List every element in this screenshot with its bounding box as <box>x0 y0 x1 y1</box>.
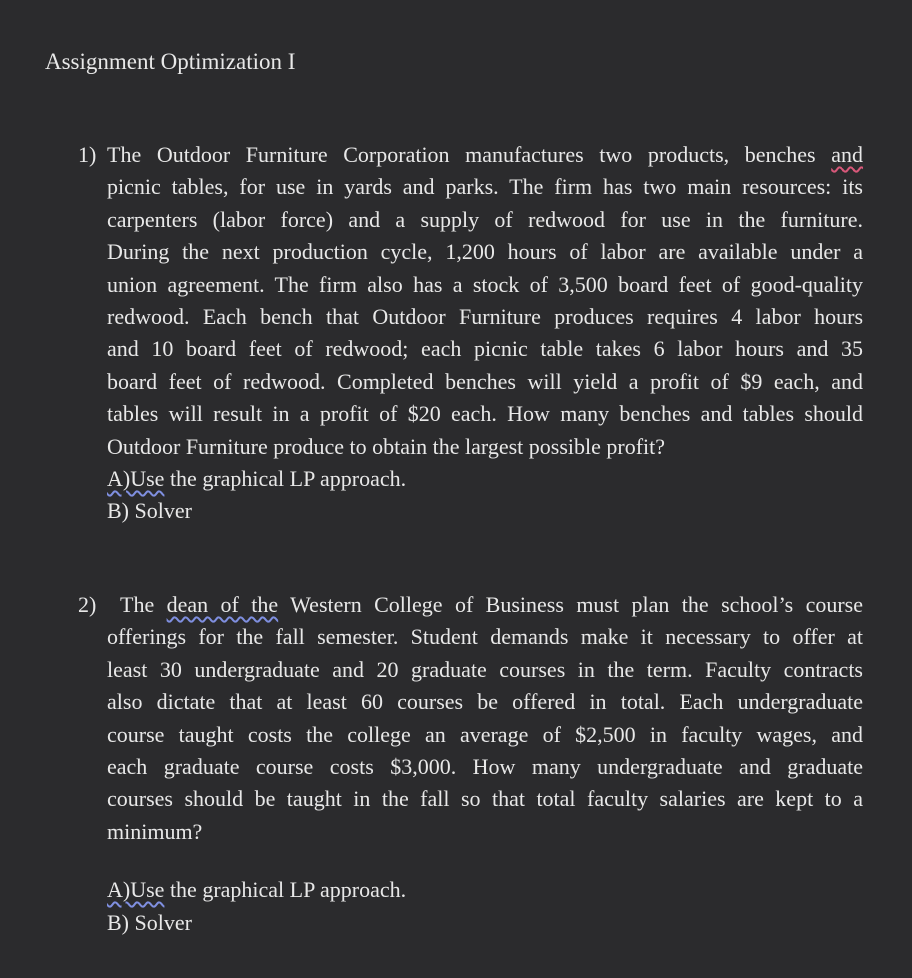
question-2-line-6: each graduate course costs $3,000. How many undergraduate and graduate <box>107 753 863 779</box>
question-2-body <box>107 589 863 939</box>
question-2-line-4: also dictate that at least 60 courses be offered in total. Each undergraduate <box>107 689 863 715</box>
spelling-flag: A)Use <box>107 877 165 903</box>
question-2-line-8: minimum? <box>107 818 203 844</box>
question-1-number: 1) <box>78 142 97 167</box>
question-1-line-5: union agreement. The firm also has a stock of 3,500 board feet of good-quality <box>107 271 863 297</box>
question-2-line-5: course taught costs the college an average of $2,500 in faculty wages, and <box>107 721 863 747</box>
grammar-flag: dean of the <box>166 592 279 617</box>
question-1-line-7: and 10 board feet of redwood; each picnic table takes 6 labor hours and 35 <box>107 336 863 362</box>
question-1-line-1: The Outdoor Furniture Corporation manufactures two products, benches and <box>107 142 864 167</box>
question-1-line-6: redwood. Each bench that Outdoor Furniture produces requires 4 labor hours <box>107 303 863 329</box>
question-2-option-b: B) Solver <box>107 909 192 935</box>
question-1-line-3: carpenters (labor force) and a supply of redwood for use in the furniture. <box>107 206 863 232</box>
question-1-line-9: tables will result in a profit of $20 each. How many benches and tables should <box>107 401 863 427</box>
question-1-line-8: board feet of redwood. Completed benches will yield a profit of $9 each, and <box>107 368 863 394</box>
question-1-line-4: During the next production cycle, 1,200 hours of labor are available under a <box>107 239 863 265</box>
question-2-option-a: A)Use the graphical LP approach. <box>107 877 407 903</box>
grammar-flag: and <box>831 142 864 167</box>
question-2-number: 2) <box>78 592 97 617</box>
spelling-flag: A)Use <box>107 465 165 491</box>
question-1-body <box>107 139 863 528</box>
document-title: Assignment Optimization I <box>45 49 296 74</box>
question-1-option-a: A)Use the graphical LP approach. <box>107 465 407 491</box>
question-1-line-10: Outdoor Furniture produce to obtain the largest possible profit? <box>107 433 666 459</box>
question-2-line-2: offerings for the fall semester. Student demands make it necessary to offer at <box>107 624 863 650</box>
question-2-line-3: least 30 undergraduate and 20 graduate courses in the term. Faculty contracts <box>107 656 863 682</box>
question-2-line-7: courses should be taught in the fall so that total faculty salaries are kept to a <box>107 786 863 812</box>
question-2-line-1: The dean of the Western College of Business must plan the school’s course <box>120 592 864 617</box>
question-1-option-b: B) Solver <box>107 498 192 524</box>
spacer <box>107 848 863 874</box>
question-1-line-2: picnic tables, for use in yards and parks. The firm has two main resources: its <box>107 174 863 200</box>
